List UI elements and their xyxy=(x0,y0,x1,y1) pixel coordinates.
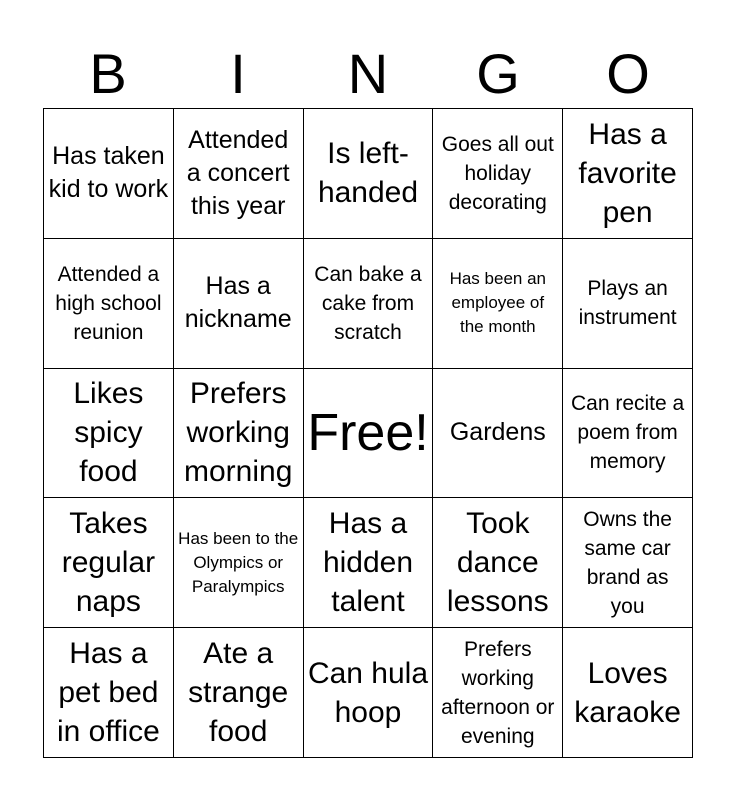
cell-text: Free! xyxy=(307,403,429,462)
cell-text: Goes all out holiday decorating xyxy=(441,132,554,214)
bingo-cell[interactable] xyxy=(44,239,174,369)
cell-text: Can recite a poem from memory xyxy=(570,392,685,474)
bingo-cell[interactable] xyxy=(433,109,563,239)
bingo-cell[interactable] xyxy=(563,109,693,239)
cell-text: Attended a concert this year xyxy=(186,125,290,220)
cell-text: Plays an instrument xyxy=(578,277,677,330)
cell-text: Can hula hoop xyxy=(307,656,429,729)
cell-text: Attended a high school reunion xyxy=(55,262,162,344)
bingo-cell[interactable] xyxy=(44,498,174,628)
bingo-cell[interactable] xyxy=(304,498,434,628)
bingo-cell[interactable] xyxy=(44,628,174,758)
header-letter-o: O xyxy=(606,42,650,105)
header-letter-i: I xyxy=(230,42,246,105)
bingo-cell[interactable] xyxy=(433,369,563,499)
bingo-header xyxy=(43,40,693,108)
cell-text: Prefers working morning xyxy=(184,377,293,489)
header-letter-b: B xyxy=(89,42,127,105)
cell-text: Has a pet bed in office xyxy=(56,637,160,749)
bingo-cell[interactable] xyxy=(174,239,304,369)
cell-text: Has been an employee of the month xyxy=(449,269,546,337)
bingo-cell[interactable] xyxy=(563,369,693,499)
bingo-cell[interactable] xyxy=(44,369,174,499)
bingo-cell[interactable] xyxy=(563,498,693,628)
bingo-cell[interactable] xyxy=(174,498,304,628)
bingo-cell[interactable] xyxy=(563,239,693,369)
cell-text: Gardens xyxy=(449,418,546,447)
header-letter-n: N xyxy=(347,42,389,105)
cell-text: Has taken kid to work xyxy=(48,142,169,204)
bingo-cell[interactable] xyxy=(44,109,174,239)
cell-text: Has a hidden talent xyxy=(322,507,414,619)
cell-text: Owns the same car brand as you xyxy=(583,507,672,618)
bingo-cell[interactable] xyxy=(304,109,434,239)
cell-text: Can bake a cake from scratch xyxy=(314,262,422,344)
header-letter-g: G xyxy=(476,42,520,105)
cell-text: Has a nickname xyxy=(184,272,292,334)
bingo-cell[interactable] xyxy=(563,628,693,758)
bingo-cell[interactable] xyxy=(174,369,304,499)
cell-text: Has a favorite pen xyxy=(578,117,677,229)
bingo-cell[interactable] xyxy=(304,628,434,758)
bingo-card-grid xyxy=(43,108,693,758)
free-space-cell[interactable] xyxy=(304,369,434,499)
bingo-cell[interactable] xyxy=(174,109,304,239)
cell-text: Loves karaoke xyxy=(574,656,681,729)
bingo-cell[interactable] xyxy=(304,239,434,369)
cell-text: Took dance lessons xyxy=(446,507,549,619)
cell-text: Has been to the Olympics or Paralympics xyxy=(178,528,299,596)
cell-text: Takes regular naps xyxy=(61,507,156,619)
bingo-cell[interactable] xyxy=(433,498,563,628)
bingo-cell[interactable] xyxy=(433,239,563,369)
cell-text: Ate a strange food xyxy=(188,637,289,749)
cell-text: Likes spicy food xyxy=(73,377,144,489)
cell-text: Is left-handed xyxy=(317,137,419,210)
bingo-cell[interactable] xyxy=(174,628,304,758)
bingo-cell[interactable] xyxy=(433,628,563,758)
cell-text: Prefers working afternoon or evening xyxy=(441,637,555,748)
